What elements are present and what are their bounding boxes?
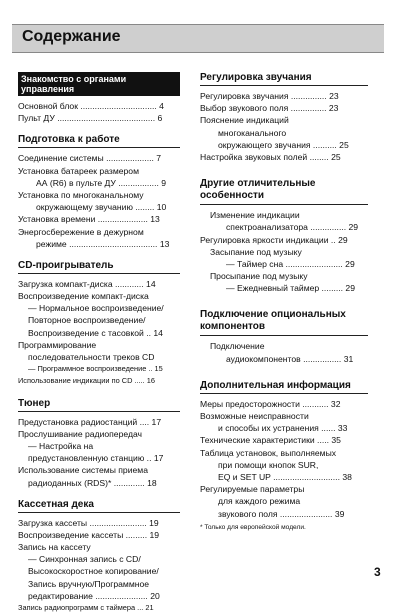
toc-entry[interactable]: Программирование bbox=[18, 339, 97, 350]
section-title: Подготовка к работе bbox=[18, 134, 180, 148]
section-title: Регулировка звучания bbox=[200, 72, 368, 86]
toc-entry[interactable]: режиме ..................................... 13 bbox=[36, 238, 170, 249]
toc-entry[interactable]: при помощи кнопок SUR, bbox=[218, 459, 319, 470]
toc-entry[interactable]: Соединение системы .................... 7 bbox=[18, 153, 162, 164]
toc-entry[interactable]: Запись на кассету bbox=[18, 542, 91, 553]
toc-entry[interactable]: Регулируемые параметры bbox=[200, 484, 305, 495]
toc-right-column bbox=[200, 72, 368, 521]
toc-entry[interactable]: и способы их устранения ...... 33 bbox=[218, 423, 348, 434]
section-title bbox=[200, 178, 368, 205]
toc-entry[interactable]: Регулировка яркости индикации .. 29 bbox=[200, 234, 348, 245]
toc-entry[interactable]: Использование системы приема bbox=[18, 465, 148, 476]
toc-entry[interactable]: спектроанализатора ............... 29 bbox=[226, 222, 359, 233]
section-title-line: Подключение опциональных bbox=[200, 309, 346, 321]
toc-entry[interactable]: Предустановка радиостанций .... 17 bbox=[18, 416, 162, 427]
toc-entry[interactable]: — Нормальное воспроизведение/ bbox=[28, 303, 164, 314]
toc-entry[interactable]: — Настройка на bbox=[28, 440, 94, 451]
toc-entry[interactable]: Повторное воспроизведение/ bbox=[28, 315, 146, 326]
toc-entry[interactable]: Использование индикации по CD ..... 16 bbox=[18, 376, 155, 386]
toc-entry[interactable]: Установка батареек размером bbox=[18, 165, 139, 176]
page-title: Содержание bbox=[22, 28, 121, 45]
toc-entry[interactable]: Загрузка компакт-диска ............ 14 bbox=[18, 278, 156, 289]
toc-entry[interactable]: Установка времени ..................... 13 bbox=[18, 214, 160, 225]
section-title-line: компонентов bbox=[200, 321, 266, 333]
toc-entry[interactable]: Меры предосторожности ........... 32 bbox=[200, 398, 341, 409]
toc-entry[interactable]: Установка по многоканальному bbox=[18, 189, 144, 200]
toc-entry[interactable]: — Программное воспроизведение .. 15 bbox=[28, 364, 163, 374]
section-title-line: Другие отличительные bbox=[200, 178, 316, 190]
toc-entry[interactable]: окружающему звучанию ........ 10 bbox=[36, 202, 167, 213]
toc-entry[interactable]: Засыпание под музыку bbox=[210, 246, 302, 257]
section-title-line: особенности bbox=[200, 190, 265, 202]
toc-entry[interactable]: последовательности треков CD bbox=[28, 352, 155, 362]
section-title bbox=[200, 309, 368, 336]
toc-entry[interactable]: Прослушивание радиопередач bbox=[18, 428, 143, 439]
toc-entry[interactable]: звукового поля ...................... 39 bbox=[218, 508, 345, 519]
toc-entry[interactable]: Настройка звуковых полей ........ 25 bbox=[200, 151, 341, 162]
toc-entry[interactable]: Воспроизведение с тасовкой .. 14 bbox=[28, 327, 163, 338]
toc-entry[interactable]: предустановленную станцию .. 17 bbox=[28, 453, 164, 464]
toc-entry[interactable]: Пояснение индикаций bbox=[200, 115, 289, 126]
toc-entry[interactable]: Воспроизведение кассеты ......... 19 bbox=[18, 529, 160, 540]
page-number: 3 bbox=[374, 565, 381, 579]
section-title: Дополнительная информация bbox=[200, 380, 368, 394]
toc-entry[interactable]: Высокоскоростное копирование/ bbox=[28, 566, 159, 577]
page-header bbox=[12, 24, 384, 53]
toc-entry[interactable]: Изменение индикации bbox=[210, 210, 300, 221]
toc-entry[interactable]: окружающего звучания .......... 25 bbox=[218, 139, 349, 150]
toc-entry[interactable]: Запись радиопрограмм с таймера ... 21 bbox=[18, 603, 154, 612]
toc-entry[interactable]: EQ и SET UP ............................ 38 bbox=[218, 471, 352, 482]
toc-entry[interactable]: редактирование ...................... 20 bbox=[28, 590, 160, 601]
toc-entry[interactable]: радиоданных (RDS)* ............. 18 bbox=[28, 477, 157, 488]
section-title: Кассетная дека bbox=[18, 499, 180, 513]
section-title: Тюнер bbox=[18, 398, 180, 412]
footnote: * Только для европейской модели. bbox=[200, 524, 306, 531]
toc-entry[interactable]: многоканального bbox=[218, 127, 287, 138]
section-title: CD-проигрыватель bbox=[18, 260, 180, 274]
toc-entry[interactable]: Пульт ДУ ......................................... 6 bbox=[18, 113, 163, 124]
toc-entry[interactable]: — Ежедневный таймер ......... 29 bbox=[226, 283, 355, 294]
toc-entry[interactable]: Просыпание под музыку bbox=[210, 271, 308, 282]
toc-entry[interactable]: Регулировка звучания ............... 23 bbox=[200, 91, 339, 101]
toc-entry[interactable]: Таблица установок, выполняемых bbox=[200, 447, 337, 458]
toc-entry[interactable]: Подключение bbox=[210, 341, 265, 352]
toc-entry[interactable]: АА (R6) в пульте ДУ ................. 9 bbox=[36, 177, 167, 188]
section-title: Знакомство с органами управления bbox=[18, 72, 180, 96]
toc-entry[interactable]: Возможные неисправности bbox=[200, 411, 309, 421]
toc-entry[interactable]: Воспроизведение компакт-диска bbox=[18, 291, 149, 302]
toc-entry[interactable]: для каждого режима bbox=[218, 496, 301, 507]
toc-left-column bbox=[18, 72, 180, 615]
toc-entry[interactable]: Выбор звукового поля ............... 23 bbox=[200, 103, 339, 114]
toc-entry[interactable]: Технические характеристики ..... 35 bbox=[200, 435, 341, 446]
toc-entry[interactable]: Запись вручную/Программное bbox=[28, 578, 150, 589]
toc-entry[interactable]: аудиокомпонентов ................ 31 bbox=[226, 353, 354, 364]
toc-entry[interactable]: Энергосбережение в дежурном bbox=[18, 226, 144, 237]
toc-entry[interactable]: Основной блок ................................ 4 bbox=[18, 101, 164, 111]
toc-entry[interactable]: — Синхронная запись с CD/ bbox=[28, 554, 141, 565]
toc-entry[interactable]: Загрузка кассеты ........................ 19 bbox=[18, 517, 159, 528]
toc-entry[interactable]: — Таймер сна ........................ 29 bbox=[226, 258, 355, 269]
